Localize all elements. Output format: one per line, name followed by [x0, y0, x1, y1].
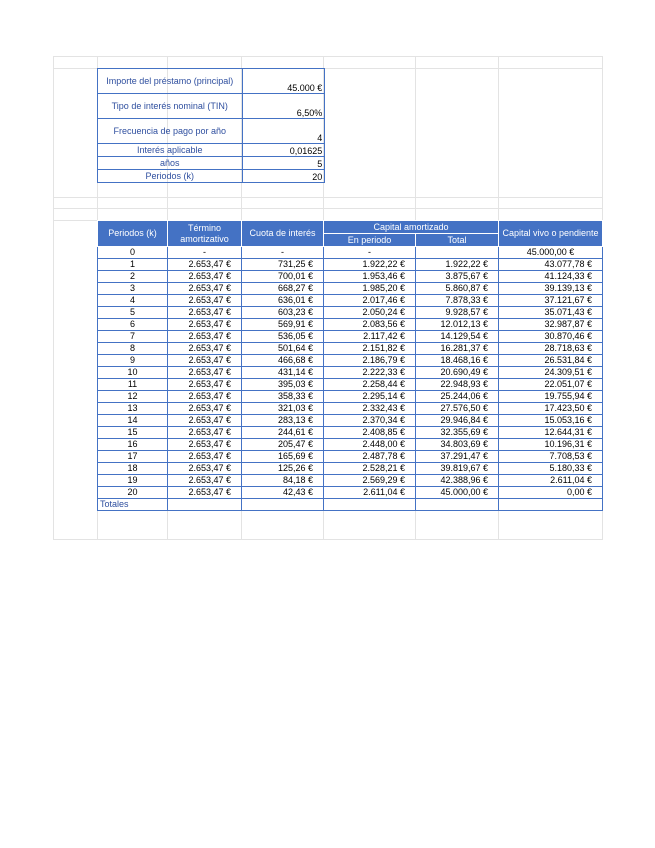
empty-cell[interactable] [416, 157, 500, 170]
cuota-cell[interactable]: 244,61 € [242, 427, 324, 439]
amortizado-periodo-cell[interactable]: 1.953,46 € [324, 271, 416, 283]
amortizado-periodo-cell[interactable]: 2.186,79 € [324, 355, 416, 367]
param-value[interactable]: 20 [242, 170, 325, 183]
amortizado-periodo-cell[interactable]: 2.017,46 € [324, 295, 416, 307]
capital-vivo-cell[interactable]: 43.077,78 € [499, 259, 603, 271]
empty-cell[interactable] [500, 94, 603, 119]
capital-vivo-cell[interactable]: 30.870,46 € [499, 331, 603, 343]
table-row [98, 367, 603, 379]
header-total: Total [416, 234, 499, 247]
amortizado-periodo-cell[interactable]: 1.922,22 € [324, 259, 416, 271]
param-value[interactable]: 0,01625 [242, 144, 325, 157]
totals-row [98, 499, 603, 511]
cuota-cell[interactable]: 283,13 € [242, 415, 324, 427]
table-row [98, 283, 603, 295]
amortizado-periodo-cell[interactable]: 2.448,00 € [324, 439, 416, 451]
cuota-cell[interactable]: 205,47 € [242, 439, 324, 451]
capital-vivo-cell[interactable]: 12.644,31 € [499, 427, 603, 439]
table-row [98, 247, 603, 259]
cuota-cell[interactable]: 431,14 € [242, 367, 324, 379]
table-row [98, 343, 603, 355]
table-row [98, 487, 603, 499]
empty-cell[interactable] [416, 170, 500, 183]
amortizado-total-cell[interactable]: 9.928,57 € [416, 307, 499, 319]
termino-cell[interactable]: 2.653,47 € [168, 259, 242, 271]
period-cell[interactable]: 14 [98, 415, 168, 427]
amortization-table [97, 220, 603, 511]
capital-vivo-cell[interactable]: 10.196,31 € [499, 439, 603, 451]
amortizado-total-cell[interactable] [416, 247, 499, 259]
period-cell[interactable]: 12 [98, 391, 168, 403]
period-cell[interactable]: 16 [98, 439, 168, 451]
amortizado-total-cell[interactable]: 42.388,96 € [416, 475, 499, 487]
capital-vivo-cell[interactable]: 39.139,13 € [499, 283, 603, 295]
empty-cell[interactable] [416, 144, 500, 157]
termino-cell[interactable]: 2.653,47 € [168, 451, 242, 463]
table-row [98, 355, 603, 367]
table-row [98, 271, 603, 283]
period-cell[interactable]: 17 [98, 451, 168, 463]
cuota-cell[interactable]: 358,33 € [242, 391, 324, 403]
table-row [98, 415, 603, 427]
param-row [98, 94, 603, 119]
amortizado-periodo-cell[interactable]: 2.370,34 € [324, 415, 416, 427]
period-cell[interactable]: 9 [98, 355, 168, 367]
amortizado-total-cell[interactable]: 3.875,67 € [416, 271, 499, 283]
param-label: Tipo de interés nominal (TIN) [98, 94, 243, 119]
cuota-cell[interactable]: 84,18 € [242, 475, 324, 487]
empty-cell[interactable] [325, 144, 417, 157]
amortizado-total-cell[interactable]: 45.000,00 € [416, 487, 499, 499]
amortizado-total-cell[interactable]: 7.878,33 € [416, 295, 499, 307]
amortizado-periodo-cell[interactable]: 2.222,33 € [324, 367, 416, 379]
capital-vivo-cell[interactable]: 17.423,50 € [499, 403, 603, 415]
empty-cell[interactable] [500, 119, 603, 144]
empty-cell[interactable] [500, 144, 603, 157]
table-row [98, 403, 603, 415]
amortizado-periodo-cell[interactable]: 2.408,85 € [324, 427, 416, 439]
capital-vivo-cell[interactable]: 45.000,00 € [499, 247, 603, 259]
header-cuota: Cuota de interés [242, 221, 324, 247]
capital-vivo-cell[interactable]: 5.180,33 € [499, 463, 603, 475]
termino-cell[interactable]: 2.653,47 € [168, 487, 242, 499]
capital-vivo-cell[interactable]: 24.309,51 € [499, 367, 603, 379]
empty-cell[interactable] [500, 157, 603, 170]
empty-cell[interactable] [325, 69, 417, 94]
amortizado-periodo-cell[interactable]: 2.117,42 € [324, 331, 416, 343]
termino-cell[interactable]: 2.653,47 € [168, 331, 242, 343]
amortizado-total-cell[interactable]: 39.819,67 € [416, 463, 499, 475]
totals-cell[interactable] [242, 499, 324, 511]
period-cell[interactable]: 10 [98, 367, 168, 379]
amortizado-periodo-cell[interactable]: 2.258,44 € [324, 379, 416, 391]
capital-vivo-cell[interactable]: 19.755,94 € [499, 391, 603, 403]
amortizado-periodo-cell[interactable]: 2.487,78 € [324, 451, 416, 463]
amortizado-total-cell[interactable]: 20.690,49 € [416, 367, 499, 379]
table-row [98, 379, 603, 391]
amortizado-periodo-cell[interactable]: 2.611,04 € [324, 487, 416, 499]
cuota-cell[interactable]: 165,69 € [242, 451, 324, 463]
cuota-cell[interactable]: 536,05 € [242, 331, 324, 343]
table-row [98, 259, 603, 271]
period-cell[interactable]: 6 [98, 319, 168, 331]
period-cell[interactable]: 0 [98, 247, 168, 259]
capital-vivo-cell[interactable]: 15.053,16 € [499, 415, 603, 427]
table-row [98, 451, 603, 463]
cuota-cell[interactable]: 501,64 € [242, 343, 324, 355]
cuota-cell[interactable]: 466,68 € [242, 355, 324, 367]
cuota-cell[interactable]: 395,03 € [242, 379, 324, 391]
period-cell[interactable]: 13 [98, 403, 168, 415]
cuota-cell[interactable]: - [242, 247, 324, 259]
amortizado-periodo-cell[interactable]: 2.050,24 € [324, 307, 416, 319]
termino-cell[interactable]: 2.653,47 € [168, 271, 242, 283]
amortizado-periodo-cell[interactable]: 2.295,14 € [324, 391, 416, 403]
capital-vivo-cell[interactable]: 22.051,07 € [499, 379, 603, 391]
spreadsheet-page [53, 56, 603, 540]
termino-cell[interactable]: 2.653,47 € [168, 283, 242, 295]
empty-cell[interactable] [325, 170, 417, 183]
amortizado-total-cell[interactable]: 1.922,22 € [416, 259, 499, 271]
capital-vivo-cell[interactable]: 0,00 € [499, 487, 603, 499]
empty-cell[interactable] [325, 119, 417, 144]
amortizado-total-cell[interactable]: 18.468,16 € [416, 355, 499, 367]
amortizado-total-cell[interactable]: 27.576,50 € [416, 403, 499, 415]
param-value[interactable]: 5 [242, 157, 325, 170]
capital-vivo-cell[interactable]: 26.531,84 € [499, 355, 603, 367]
capital-vivo-cell[interactable]: 41.124,33 € [499, 271, 603, 283]
totals-cell[interactable] [499, 499, 603, 511]
period-cell[interactable]: 20 [98, 487, 168, 499]
cuota-cell[interactable]: 321,03 € [242, 403, 324, 415]
cuota-cell[interactable]: 668,27 € [242, 283, 324, 295]
termino-cell[interactable]: 2.653,47 € [168, 367, 242, 379]
period-cell[interactable]: 5 [98, 307, 168, 319]
period-cell[interactable]: 11 [98, 379, 168, 391]
amortizado-total-cell[interactable]: 32.355,69 € [416, 427, 499, 439]
empty-cell[interactable] [500, 170, 603, 183]
amortizado-total-cell[interactable]: 37.291,47 € [416, 451, 499, 463]
param-value[interactable]: 4 [242, 119, 325, 144]
capital-vivo-cell[interactable]: 35.071,43 € [499, 307, 603, 319]
header-capital-amortizado: Capital amortizado [324, 221, 499, 234]
empty-cell[interactable] [416, 69, 500, 94]
empty-cell[interactable] [416, 119, 500, 144]
cuota-cell[interactable]: 42,43 € [242, 487, 324, 499]
totals-cell[interactable] [168, 499, 242, 511]
amortizado-periodo-cell[interactable]: 2.332,43 € [324, 403, 416, 415]
loan-parameters-table [97, 68, 603, 183]
capital-vivo-cell[interactable]: 37.121,67 € [499, 295, 603, 307]
amortizado-periodo-cell[interactable]: - [324, 247, 416, 259]
termino-cell[interactable]: 2.653,47 € [168, 319, 242, 331]
empty-cell[interactable] [416, 94, 500, 119]
termino-cell[interactable]: 2.653,47 € [168, 307, 242, 319]
termino-cell[interactable]: 2.653,47 € [168, 415, 242, 427]
amortizado-periodo-cell[interactable]: 2.151,82 € [324, 343, 416, 355]
header-capital-vivo: Capital vivo o pendiente [499, 221, 603, 247]
header-termino: Término amortizativo [168, 221, 242, 247]
termino-cell[interactable]: 2.653,47 € [168, 475, 242, 487]
param-label: Importe del préstamo (principal) [98, 69, 243, 94]
termino-cell[interactable]: 2.653,47 € [168, 343, 242, 355]
table-row [98, 463, 603, 475]
param-value[interactable]: 6,50% [242, 94, 325, 119]
param-value[interactable]: 45.000 € [242, 69, 325, 94]
empty-cell[interactable] [500, 69, 603, 94]
termino-cell[interactable]: 2.653,47 € [168, 403, 242, 415]
amortizado-periodo-cell[interactable]: 2.569,29 € [324, 475, 416, 487]
amortizado-periodo-cell[interactable]: 1.985,20 € [324, 283, 416, 295]
capital-vivo-cell[interactable]: 32.987,87 € [499, 319, 603, 331]
param-row [98, 119, 603, 144]
header-periodos: Periodos (k) [98, 221, 168, 247]
param-label: Frecuencia de pago por año [98, 119, 243, 144]
period-cell[interactable]: 4 [98, 295, 168, 307]
termino-cell[interactable]: 2.653,47 € [168, 463, 242, 475]
table-row [98, 439, 603, 451]
termino-cell[interactable]: - [168, 247, 242, 259]
amortizado-total-cell[interactable]: 29.946,84 € [416, 415, 499, 427]
amortizado-total-cell[interactable]: 14.129,54 € [416, 331, 499, 343]
cuota-cell[interactable]: 636,01 € [242, 295, 324, 307]
cuota-cell[interactable]: 700,01 € [242, 271, 324, 283]
period-cell[interactable]: 8 [98, 343, 168, 355]
totals-cell[interactable] [324, 499, 416, 511]
cuota-cell[interactable]: 603,23 € [242, 307, 324, 319]
cuota-cell[interactable]: 569,91 € [242, 319, 324, 331]
param-row [98, 170, 603, 183]
capital-vivo-cell[interactable]: 2.611,04 € [499, 475, 603, 487]
period-cell[interactable]: 15 [98, 427, 168, 439]
param-row [98, 144, 603, 157]
amortizado-total-cell[interactable]: 16.281,37 € [416, 343, 499, 355]
capital-vivo-cell[interactable]: 28.718,63 € [499, 343, 603, 355]
table-row [98, 391, 603, 403]
period-cell[interactable]: 18 [98, 463, 168, 475]
param-label: Periodos (k) [98, 170, 243, 183]
amortizado-total-cell[interactable]: 12.012,13 € [416, 319, 499, 331]
amortizado-periodo-cell[interactable]: 2.528,21 € [324, 463, 416, 475]
cuota-cell[interactable]: 125,26 € [242, 463, 324, 475]
amortizado-total-cell[interactable]: 22.948,93 € [416, 379, 499, 391]
period-cell[interactable]: 2 [98, 271, 168, 283]
param-row [98, 157, 603, 170]
capital-vivo-cell[interactable]: 7.708,53 € [499, 451, 603, 463]
table-row [98, 307, 603, 319]
param-label: años [98, 157, 243, 170]
empty-cell[interactable] [325, 94, 417, 119]
termino-cell[interactable]: 2.653,47 € [168, 379, 242, 391]
table-row [98, 331, 603, 343]
totals-label[interactable]: Totales [98, 499, 168, 511]
table-row [98, 295, 603, 307]
termino-cell[interactable]: 2.653,47 € [168, 295, 242, 307]
termino-cell[interactable]: 2.653,47 € [168, 355, 242, 367]
table-row [98, 475, 603, 487]
period-cell[interactable]: 19 [98, 475, 168, 487]
table-row [98, 427, 603, 439]
empty-cell[interactable] [325, 157, 417, 170]
header-en-periodo: En periodo [324, 234, 416, 247]
termino-cell[interactable]: 2.653,47 € [168, 439, 242, 451]
amortizado-total-cell[interactable]: 5.860,87 € [416, 283, 499, 295]
period-cell[interactable]: 3 [98, 283, 168, 295]
amortizado-total-cell[interactable]: 25.244,06 € [416, 391, 499, 403]
period-cell[interactable]: 1 [98, 259, 168, 271]
cuota-cell[interactable]: 731,25 € [242, 259, 324, 271]
termino-cell[interactable]: 2.653,47 € [168, 391, 242, 403]
amortizado-total-cell[interactable]: 34.803,69 € [416, 439, 499, 451]
period-cell[interactable]: 7 [98, 331, 168, 343]
table-row [98, 319, 603, 331]
param-row [98, 69, 603, 94]
param-label: Interés aplicable [98, 144, 243, 157]
totals-cell[interactable] [416, 499, 499, 511]
termino-cell[interactable]: 2.653,47 € [168, 427, 242, 439]
amortizado-periodo-cell[interactable]: 2.083,56 € [324, 319, 416, 331]
